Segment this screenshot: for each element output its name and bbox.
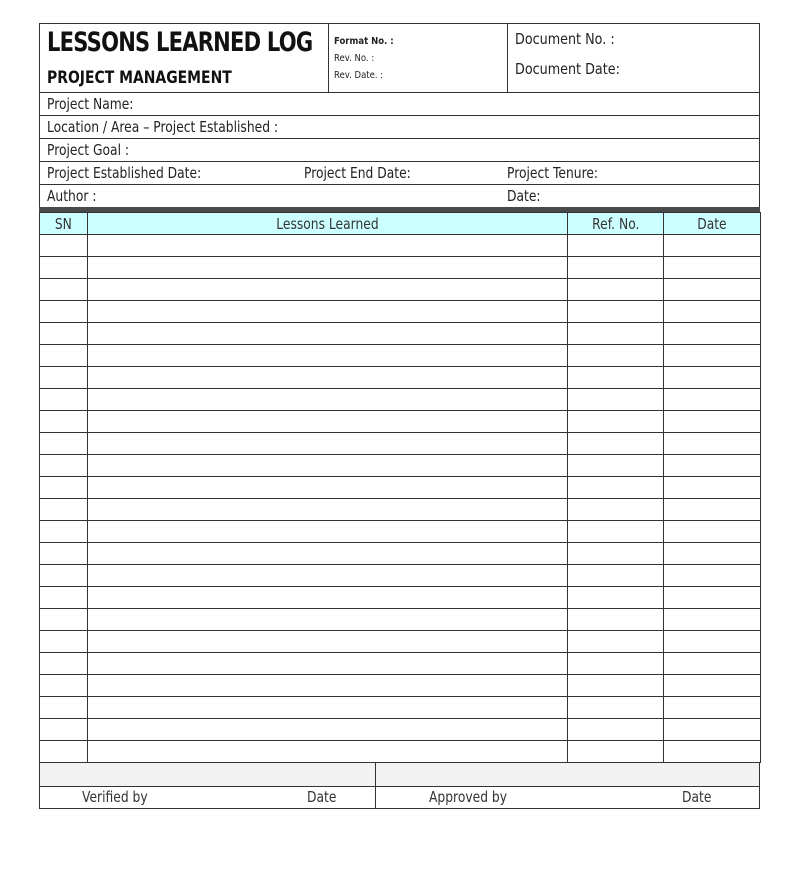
approved-by-label: Approved by [429,788,508,806]
sn-cell[interactable] [40,543,88,565]
lessons-learned-cell[interactable] [88,433,568,455]
lessons-learned-cell[interactable] [88,631,568,653]
ref-no-cell[interactable] [568,543,664,565]
author-row [39,184,760,207]
ref-no-cell[interactable] [568,389,664,411]
col-date: Date [664,213,761,235]
lessons-learned-cell[interactable] [88,653,568,675]
table-row [40,719,761,741]
date-cell[interactable] [664,565,761,587]
col-lessons-learned: Lessons Learned [88,213,568,235]
sn-cell[interactable] [40,477,88,499]
ref-no-cell[interactable] [568,367,664,389]
col-sn: SN [40,213,88,235]
end-date-label: Project End Date: [304,164,411,182]
date-cell[interactable] [664,235,761,257]
lessons-learned-cell[interactable] [88,587,568,609]
lessons-learned-cell[interactable] [88,389,568,411]
table-row [40,389,761,411]
title-cell [40,24,329,93]
form-header [39,23,760,92]
sn-cell[interactable] [40,741,88,763]
lessons-learned-cell[interactable] [88,675,568,697]
table-row [40,543,761,565]
sn-cell[interactable] [40,631,88,653]
lessons-learned-cell[interactable] [88,323,568,345]
sn-cell[interactable] [40,301,88,323]
ref-no-cell[interactable] [568,697,664,719]
sn-cell[interactable] [40,367,88,389]
table-row [40,433,761,455]
lessons-learned-cell[interactable] [88,367,568,389]
date-cell[interactable] [664,609,761,631]
sn-cell[interactable] [40,455,88,477]
sn-cell[interactable] [40,257,88,279]
date-cell[interactable] [664,345,761,367]
date-cell[interactable] [664,279,761,301]
lessons-table [39,212,761,763]
lessons-learned-cell[interactable] [88,565,568,587]
date-cell[interactable] [664,741,761,763]
project-goal-label: Project Goal : [47,141,130,159]
sn-cell[interactable] [40,565,88,587]
table-row [40,653,761,675]
date-cell[interactable] [664,631,761,653]
sn-cell[interactable] [40,389,88,411]
ref-no-cell[interactable] [568,411,664,433]
lessons-learned-cell[interactable] [88,719,568,741]
table-row [40,279,761,301]
goal-row [39,138,760,161]
date-cell[interactable] [664,499,761,521]
rev-date-label: Rev. Date. : [334,70,384,81]
ref-no-cell[interactable] [568,235,664,257]
table-row [40,301,761,323]
ref-no-cell[interactable] [568,477,664,499]
table-row [40,499,761,521]
document-cell [508,24,759,93]
verified-date-label: Date [307,788,337,806]
location-label: Location / Area – Project Established : [47,118,279,136]
rev-no-label: Rev. No. : [334,53,375,64]
date-cell[interactable] [664,719,761,741]
sn-cell[interactable] [40,235,88,257]
ref-no-cell[interactable] [568,345,664,367]
form-subtitle: PROJECT MANAGEMENT [47,68,232,88]
sn-cell[interactable] [40,587,88,609]
lessons-learned-cell[interactable] [88,455,568,477]
signature-footer [39,763,760,809]
table-row [40,235,761,257]
dates-row [39,161,760,184]
lessons-learned-cell[interactable] [88,499,568,521]
project-name-label: Project Name: [47,95,134,113]
table-row [40,587,761,609]
lessons-learned-cell[interactable] [88,609,568,631]
sn-cell[interactable] [40,653,88,675]
date-cell[interactable] [664,697,761,719]
date-cell[interactable] [664,301,761,323]
project-name-row [39,92,760,115]
date-cell[interactable] [664,389,761,411]
lessons-learned-cell[interactable] [88,521,568,543]
lessons-learned-cell[interactable] [88,741,568,763]
tenure-label: Project Tenure: [507,164,599,182]
approved-date-label: Date [682,788,712,806]
table-row [40,521,761,543]
table-row [40,345,761,367]
ref-no-cell[interactable] [568,719,664,741]
table-row [40,411,761,433]
lessons-learned-cell[interactable] [88,235,568,257]
lessons-learned-cell[interactable] [88,345,568,367]
sn-cell[interactable] [40,697,88,719]
sn-cell[interactable] [40,609,88,631]
ref-no-cell[interactable] [568,653,664,675]
author-label: Author : [47,187,97,205]
col-ref-no: Ref. No. [568,213,664,235]
form-title: LESSONS LEARNED LOG [47,27,313,58]
sn-cell[interactable] [40,411,88,433]
lessons-learned-cell[interactable] [88,411,568,433]
sn-cell[interactable] [40,499,88,521]
ref-no-cell[interactable] [568,675,664,697]
table-row [40,455,761,477]
sn-cell[interactable] [40,675,88,697]
ref-no-cell[interactable] [568,587,664,609]
lessons-learned-cell[interactable] [88,543,568,565]
date-cell[interactable] [664,433,761,455]
format-no-label: Format No. : [334,36,394,47]
lessons-learned-cell[interactable] [88,301,568,323]
table-row [40,675,761,697]
table-row [40,323,761,345]
table-row [40,477,761,499]
sn-cell[interactable] [40,521,88,543]
table-row [40,631,761,653]
ref-no-cell[interactable] [568,301,664,323]
date-cell[interactable] [664,455,761,477]
date-cell[interactable] [664,543,761,565]
ref-no-cell[interactable] [568,521,664,543]
lessons-learned-cell[interactable] [88,697,568,719]
format-cell [329,24,508,93]
lessons-learned-form [39,23,760,809]
date-cell[interactable] [664,477,761,499]
sn-cell[interactable] [40,279,88,301]
author-date-label: Date: [507,187,541,205]
table-row [40,697,761,719]
location-row [39,115,760,138]
ref-no-cell[interactable] [568,323,664,345]
footer-divider [375,763,376,808]
ref-no-cell[interactable] [568,499,664,521]
ref-no-cell[interactable] [568,257,664,279]
date-cell[interactable] [664,411,761,433]
verified-by-label: Verified by [82,788,148,806]
date-cell[interactable] [664,367,761,389]
table-header-row [40,213,761,235]
sn-cell[interactable] [40,323,88,345]
sn-cell[interactable] [40,719,88,741]
table-row [40,257,761,279]
lessons-learned-cell[interactable] [88,257,568,279]
ref-no-cell[interactable] [568,631,664,653]
ref-no-cell[interactable] [568,455,664,477]
established-date-label: Project Established Date: [47,164,202,182]
table-row [40,565,761,587]
ref-no-cell[interactable] [568,433,664,455]
table-row [40,609,761,631]
table-row [40,741,761,763]
ref-no-cell[interactable] [568,609,664,631]
date-cell[interactable] [664,587,761,609]
date-cell[interactable] [664,323,761,345]
lessons-learned-cell[interactable] [88,279,568,301]
ref-no-cell[interactable] [568,279,664,301]
document-date-label: Document Date: [515,60,620,78]
table-body [40,235,761,763]
sn-cell[interactable] [40,433,88,455]
lessons-learned-cell[interactable] [88,477,568,499]
table-row [40,367,761,389]
document-no-label: Document No. : [515,30,615,48]
date-cell[interactable] [664,675,761,697]
ref-no-cell[interactable] [568,741,664,763]
signature-space [40,763,759,787]
date-cell[interactable] [664,653,761,675]
sn-cell[interactable] [40,345,88,367]
ref-no-cell[interactable] [568,565,664,587]
date-cell[interactable] [664,521,761,543]
date-cell[interactable] [664,257,761,279]
